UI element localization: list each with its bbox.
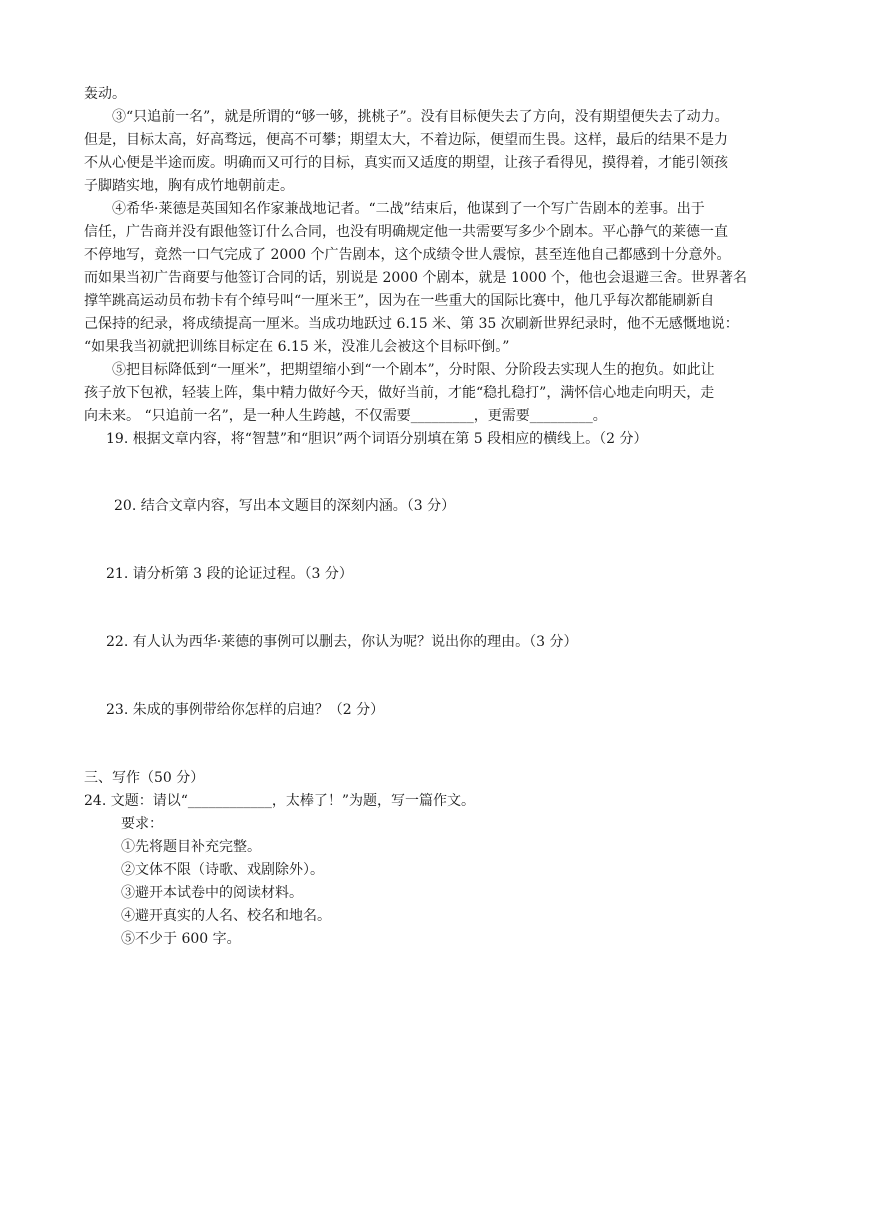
requirement-item: ②文体不限（诗歌、戏剧除外）。: [121, 862, 324, 878]
paragraph-3-line-2: 但是，目标太高，好高骛远，便高不可攀；期望太大，不着边际，便望而生畏。这样，最后的结果不是力: [84, 132, 728, 148]
paragraph-4-line-4: 而如果当初广告商要与他签订合同的话，别说是 2000 个剧本，就是 1000 个，他也会退避三舍。世界著名: [84, 270, 748, 286]
question-22: 22. 有人认为西华·莱德的事例可以删去，你认为呢？说出你的理由。（3 分）: [106, 634, 578, 650]
paragraph-5-line-1: ⑤把目标降低到“一厘米”，把期望缩小到“一个剧本”，分时限、分阶段去实现人生的抱负。如此让: [112, 362, 715, 378]
requirement-item: ①先将题目补充完整。: [121, 839, 261, 855]
question-23: 23. 朱成的事例带给你怎样的启迪？（2 分）: [106, 702, 385, 718]
paragraph-4-line-6: 己保持的纪录，将成绩提高一厘米。当成功地跃过 6.15 米、第 35 次刷新世界纪录时，他不无感慨地说：: [84, 316, 739, 332]
paragraph-4-line-3: 不停地写，竟然一口气完成了 2000 个广告剧本，这个成绩令世人震惊，甚至连他自己都感到十分意外。: [84, 247, 731, 263]
paragraph-3-line-1: ③“只追前一名”，就是所谓的“够一够，挑桃子”。没有目标便失去了方向，没有期望便失去了动力。: [112, 109, 729, 125]
paragraph-4-line-2: 信任，广告商并没有跟他签订什么合同，也没有明确规定他一共需要写多少个剧本。平心静气的莱德一直: [84, 224, 728, 240]
question-24: 24. 文题：请以“____________，太棒了！”为题，写一篇作文。: [84, 793, 476, 809]
paragraph-3-line-4: 子脚踏实地，胸有成竹地朝前走。: [84, 178, 294, 194]
requirement-item: ③避开本试卷中的阅读材料。: [121, 885, 303, 901]
question-20: 20. 结合文章内容，写出本文题目的深刻内涵。（3 分）: [114, 498, 456, 514]
paragraph-5-line-2: 孩子放下包袱，轻装上阵，集中精力做好今天，做好当前，才能“稳扎稳打”，满怀信心地走向明天，走: [84, 385, 715, 401]
paragraph-3-line-3: 不从心便是半途而废。明确而又可行的目标，真实而又适度的期望，让孩子看得见，摸得着，才能引领孩: [84, 155, 728, 171]
paragraph-4-line-5: 撑竿跳高运动员布勃卡有个绰号叫“一厘米王”，因为在一些重大的国际比赛中，他几乎每次都能刷新自: [84, 293, 715, 309]
question-21: 21. 请分析第 3 段的论证过程。（3 分）: [106, 566, 353, 582]
requirement-item: ④避开真实的人名、校名和地名。: [121, 908, 331, 924]
paragraph-5-line-3: 向未来。 “只追前一名”，是一种人生跨越，不仅需要_________，更需要_________。: [84, 408, 607, 424]
passage-carryover-text: 轰动。: [84, 86, 126, 102]
writing-section-title: 三、写作（50 分）: [84, 770, 205, 786]
paragraph-4-line-7: “如果我当初就把训练目标定在 6.15 米，没准儿会被这个目标吓倒。”: [84, 339, 510, 355]
requirements-label: 要求：: [121, 816, 163, 832]
paragraph-4-line-1: ④希华·莱德是英国知名作家兼战地记者。“二战”结束后，他谋到了一个写广告剧本的差事。出于: [112, 201, 705, 217]
question-19: 19. 根据文章内容，将“智慧”和“胆识”两个词语分别填在第 5 段相应的横线上。（2 分）: [106, 431, 648, 447]
requirement-item: ⑤不少于 600 字。: [121, 931, 241, 947]
